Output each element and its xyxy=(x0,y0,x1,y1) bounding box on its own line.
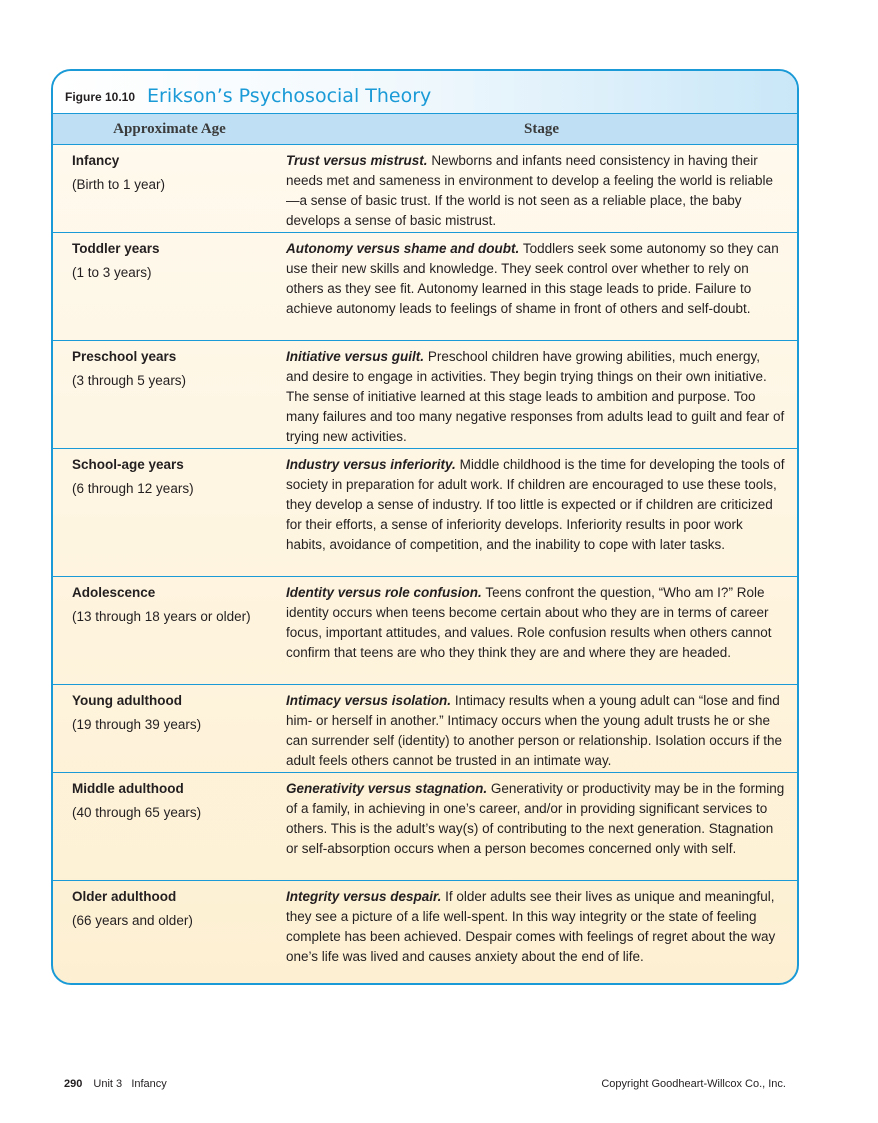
unit-label: Unit 3 Infancy xyxy=(93,1078,167,1090)
age-name: Young adulthood xyxy=(72,693,182,708)
stage-title: Integrity versus despair. xyxy=(286,889,442,904)
stage-cell xyxy=(286,233,797,340)
age-range: (Birth to 1 year) xyxy=(72,177,166,192)
age-range: (40 through 65 years) xyxy=(72,805,202,820)
stage-cell xyxy=(286,881,797,985)
table-header xyxy=(53,113,797,145)
figure-frame xyxy=(51,69,799,985)
column-header-age: Approximate Age xyxy=(113,120,226,137)
age-name: Infancy xyxy=(72,153,120,168)
age-name: Middle adulthood xyxy=(72,781,184,796)
stage-description: Generativity or productivity may be in the forming of a family, in achieving in one’s career, and/or in providing significant services to others. This is the adult’s way(s) of contributing to the next generation. Stagnation or self-absorption occurs when a person becomes concerned only with self. xyxy=(286,781,785,856)
age-cell xyxy=(53,233,286,340)
age-cell xyxy=(53,341,286,448)
stage-title: Intimacy versus isolation. xyxy=(286,693,452,708)
age-range: (6 through 12 years) xyxy=(72,481,194,496)
table-row xyxy=(53,577,797,685)
stage-description: Preschool children have growing abilities, much energy, and desire to engage in activities. They begin trying things on their own initiative. The sense of initiative learned at this stage leads to ambition and purpose. Too many failures and too many negative responses from adults lead to guilt and fear of trying new activities. xyxy=(286,349,785,444)
age-cell xyxy=(53,145,286,232)
stage-description: Toddlers seek some autonomy so they can use their new skills and knowledge. They seek control over whether to rely on others as they see fit. Autonomy learned in this stage leads to pride. Failure to achieve autonomy leads to feelings of shame in front of others and self-doubt. xyxy=(286,241,779,316)
figure-title: Erikson’s Psychosocial Theory xyxy=(147,85,432,107)
age-range: (19 through 39 years) xyxy=(72,717,202,732)
age-name: School-age years xyxy=(72,457,184,472)
stage-cell xyxy=(286,341,797,448)
stage-cell xyxy=(286,145,797,232)
page-footer-left xyxy=(64,1078,167,1090)
age-range: (13 through 18 years or older) xyxy=(72,609,251,624)
age-name: Adolescence xyxy=(72,585,156,600)
stage-description: Intimacy results when a young adult can “lose and find him- or herself in another.” Intimacy occurs when the young adult trusts he or she can surrender self (identity) to another person or relationship. Isolation occurs if the adult feels others cannot be trusted in an intimate way. xyxy=(286,693,783,768)
age-range: (66 years and older) xyxy=(72,913,193,928)
table-row xyxy=(53,881,797,985)
column-header-stage: Stage xyxy=(524,120,559,137)
stage-description: Newborns and infants need consistency in having their needs met and sameness in environment to develop a feeling the world is reliable—a sense of basic trust. If the world is not seen as a reliable place, the baby develops a sense of basic mistrust. xyxy=(286,153,774,228)
stage-description: If older adults see their lives as unique and meaningful, they see a picture of a life well-spent. In this way integrity or the state of feeling complete has been achieved. Despair comes with feelings of regret about the way one’s life was lived and causes anxiety about the end of life. xyxy=(286,889,776,964)
stage-title: Trust versus mistrust. xyxy=(286,153,428,168)
copyright-notice: Copyright Goodheart-Willcox Co., Inc. xyxy=(601,1078,786,1090)
age-name: Toddler years xyxy=(72,241,160,256)
table-row xyxy=(53,233,797,341)
stage-title: Initiative versus guilt. xyxy=(286,349,425,364)
age-cell xyxy=(53,881,286,985)
stage-title: Generativity versus stagnation. xyxy=(286,781,488,796)
table-row xyxy=(53,685,797,773)
stage-description: Teens confront the question, “Who am I?” Role identity occurs when teens become certain about who they are in terms of career focus, important attitudes, and values. Role confusion results when others cannot confirm that teens are who they think they are and where they are headed. xyxy=(286,585,772,660)
stage-cell xyxy=(286,449,797,576)
stage-cell xyxy=(286,577,797,684)
table-row xyxy=(53,145,797,233)
age-range: (1 to 3 years) xyxy=(72,265,152,280)
page-number: 290 xyxy=(64,1078,83,1090)
stage-title: Autonomy versus shame and doubt. xyxy=(286,241,520,256)
age-cell xyxy=(53,773,286,880)
age-name: Preschool years xyxy=(72,349,177,364)
table-row xyxy=(53,773,797,881)
figure-header xyxy=(53,71,797,113)
stage-cell xyxy=(286,773,797,880)
stage-title: Industry versus inferiority. xyxy=(286,457,456,472)
stage-cell xyxy=(286,685,797,772)
age-range: (3 through 5 years) xyxy=(72,373,187,388)
table-row xyxy=(53,341,797,449)
age-name: Older adulthood xyxy=(72,889,177,904)
table-row xyxy=(53,449,797,577)
stage-description: Middle childhood is the time for developing the tools of society in preparation for adult work. If children are encouraged to use these tools, they develop a sense of industry. If too little is expected or if children are criticized for their efforts, a sense of inferiority develops. Inferiority results in poor work habits, avoidance of competition, and the inability to cope with later tasks. xyxy=(286,457,785,552)
age-cell xyxy=(53,577,286,684)
age-cell xyxy=(53,685,286,772)
stage-title: Identity versus role confusion. xyxy=(286,585,482,600)
age-cell xyxy=(53,449,286,576)
figure-number: Figure 10.10 xyxy=(65,90,136,104)
